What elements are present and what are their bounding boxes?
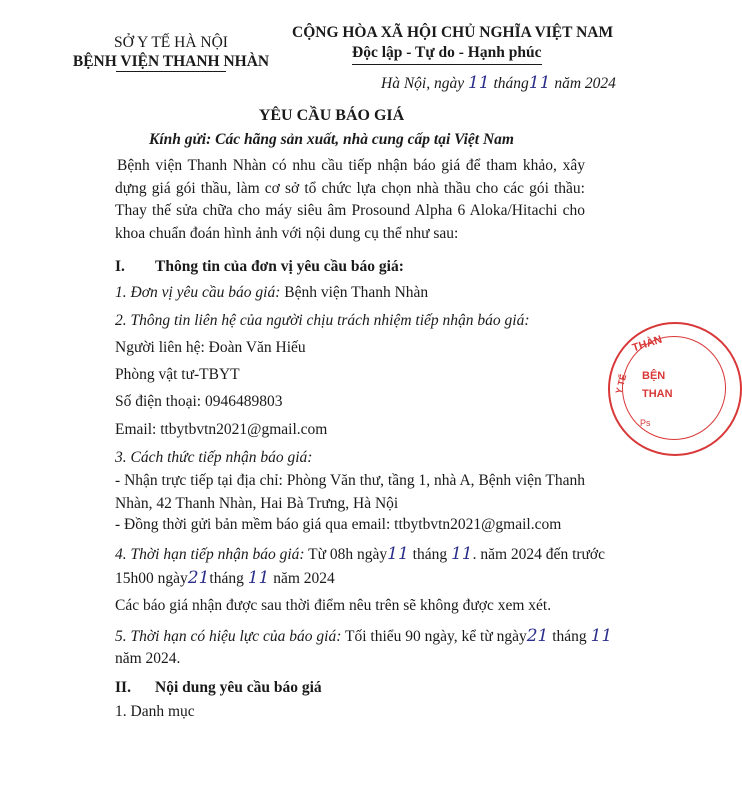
item5-day-handwritten: 21 [526,626,549,646]
item1-value: Bệnh viện Thanh Nhàn [284,284,429,301]
stamp-center-line1: BỆN [642,370,666,382]
item5-month-label: tháng [552,628,587,645]
item5-year: năm 2024. [115,650,181,667]
contact-person: Người liên hệ: Đoàn Văn Hiếu [115,339,306,356]
item4-line1 [115,544,605,564]
department: Phòng vật tư-TBYT [115,366,240,383]
intro-paragraph: Bệnh viện Thanh Nhàn có nhu cầu tiếp nhận báo giá để tham khảo, xây dựng giá gói thầu, làm cơ sở tổ chức lựa chọn nhà thầu cho các gói thầu: Thay thế sửa chữa cho máy siêu âm Prosound Alpha 6 Aloka/Hitachi cho khoa chuẩn đoán hình ảnh với nội dung cụ thể như sau: [115,157,585,242]
date-month-label: tháng [493,75,529,92]
header-left-underline [116,71,226,72]
section2-title: Nội dung yêu cầu báo giá [155,679,322,696]
official-stamp [608,322,742,456]
section2-item1: 1. Danh mục [115,703,195,720]
hospital-name: BỆNH VIỆN THANH NHÀN [72,53,270,70]
item4-from-day-handwritten: 11 [387,544,409,564]
late-submission-note: Các báo giá nhận được sau thời điểm nêu trên sẽ không được xem xét. [115,597,552,614]
stamp-top-text: THÀN [630,333,664,355]
item2-label: 2. Thông tin liên hệ của người chịu trách nhiệm tiếp nhận báo giá: [115,312,530,329]
section1-number: I. [115,258,125,275]
date-month-handwritten: 11 [528,73,551,93]
phone-number: Số điện thoại: 0946489803 [115,393,283,410]
section1-title: Thông tin của đơn vị yêu cầu báo giá: [155,258,404,275]
document-date [381,73,616,93]
submission-address: - Nhận trực tiếp tại địa chỉ: Phòng Văn thư, tầng 1, nhà A, Bệnh viện Thanh Nhàn, 42 Thanh Nhàn, Hai Bà Trưng, Hà Nội [115,472,585,512]
item4-from-year: . năm 2024 đến trước [472,546,606,563]
date-day-handwritten: 11 [467,73,490,93]
item4-label: 4. Thời hạn tiếp nhận báo giá: [115,546,305,563]
item5-line1 [115,626,612,646]
document-title: YÊU CẦU BÁO GIÁ [258,107,405,124]
item5-label: 5. Thời hạn có hiệu lực của báo giá: [115,628,342,645]
recipient-line: Kính gửi: Các hãng sản xuất, nhà cung cấp tại Việt Nam [148,131,514,148]
stamp-center-line2: THAN [642,388,673,400]
item4-to: 15h00 ngày [115,570,188,587]
date-year: năm 2024 [554,75,616,92]
item4-line2 [115,568,335,588]
motto-underline [352,64,542,65]
item3-label: 3. Cách thức tiếp nhận báo giá: [115,449,313,466]
item5-value: Tối thiểu 90 ngày, kể từ ngày [345,628,527,645]
country-name: CỘNG HÒA XÃ HỘI CHỦ NGHĨA VIỆT NAM [292,24,614,41]
item1-label: 1. Đơn vị yêu cầu báo giá: [115,284,281,301]
item4-to-day-handwritten: 21 [187,568,210,588]
ministry-name: SỞ Y TẾ HÀ NỘI [114,34,228,51]
stamp-bottom-text: Ps [640,418,651,428]
item4-to-year: năm 2024 [273,570,335,587]
section2-number: II. [115,679,131,696]
national-motto: Độc lập - Tự do - Hạnh phúc [352,44,542,61]
item4-to-month-handwritten: 11 [247,568,270,588]
item4-from: Từ 08h ngày [308,546,388,563]
stamp-left-text: Y TẾ [613,373,629,395]
item4-to-month-label: tháng [209,570,244,587]
item5-month-handwritten: 11 [590,626,613,646]
item4-from-month-label: tháng [412,546,448,563]
item4-from-month-handwritten: 11 [450,544,473,564]
submission-email: - Đồng thời gửi bản mềm báo giá qua email: ttbytbvtn2021@gmail.com [115,516,562,533]
email-address: Email: ttbytbvtn2021@gmail.com [115,421,328,438]
date-prefix: Hà Nội, ngày [381,75,465,92]
item1 [115,284,428,302]
